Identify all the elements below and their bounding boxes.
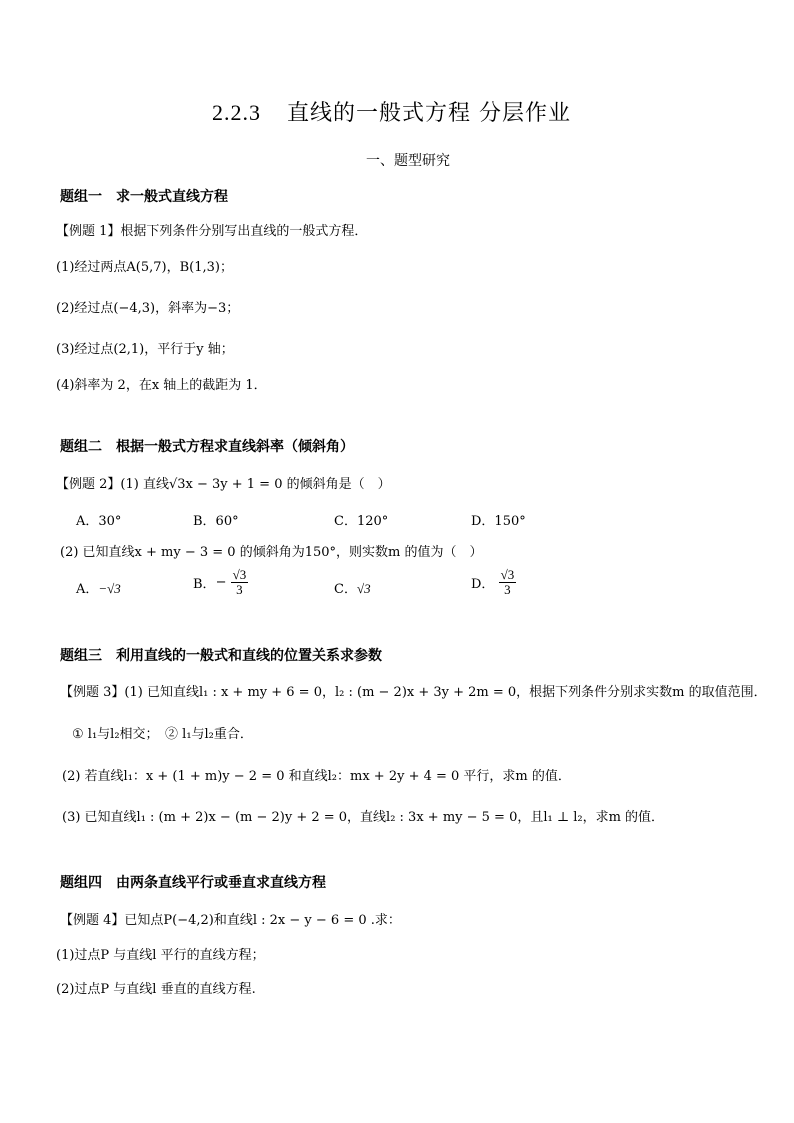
- document-title: [212, 96, 571, 127]
- example1-prompt: 【例题 1】根据下列条件分别写出直线的一般式方程．: [56, 224, 368, 239]
- q2-option-d-label: D．: [471, 577, 495, 592]
- q2-option-b-fraction: [231, 568, 249, 597]
- q2-option-d-fraction: [499, 568, 517, 597]
- q2-option-b-denominator: 3: [236, 582, 243, 597]
- example1-item-4: (4)斜率为 2，在x 轴上的截距为 1．: [56, 378, 267, 393]
- example2-q1: 【例题 2】(1) 直线√3x − 3y + 1 = 0 的倾斜角是（ ）: [56, 477, 391, 492]
- q2-option-c-value: √3: [356, 581, 371, 596]
- q2-option-d-numerator: √3: [500, 567, 515, 582]
- q2-option-b-label: B．: [193, 577, 216, 592]
- example1-item-3: (3)经过点(2,1)，平行于y 轴；: [56, 342, 234, 357]
- example4-item-2: (2)过点P 与直线l 垂直的直线方程.: [56, 982, 256, 997]
- title-number: 2.2.3: [212, 100, 261, 125]
- example3-q2: (2) 若直线l₁：x + (1 + m)y − 2 = 0 和直线l₂：mx + 2y + 4 = 0 平行，求m 的值．: [62, 769, 571, 784]
- q1-option-c: C．120°: [334, 514, 389, 529]
- group1-heading: 题组一 求一般式直线方程: [60, 189, 228, 205]
- example3-q3: (3) 已知直线l₁ : (m + 2)x − (m − 2)y + 2 = 0，直线l₂ : 3x + my − 5 = 0，且l₁ ⊥ l₂，求m 的值．: [62, 810, 665, 825]
- group3-heading: 题组三 利用直线的一般式和直线的位置关系求参数: [60, 648, 382, 664]
- q1-option-d: D．150°: [471, 514, 526, 529]
- q2-option-c-label: C．: [334, 582, 357, 597]
- q2-option-a-label: A．: [76, 582, 99, 597]
- section-title: 一、题型研究: [366, 153, 450, 169]
- q2-option-a-value: −√3: [98, 581, 121, 596]
- title-text: 直线的一般式方程 分层作业: [287, 101, 571, 126]
- q2-option-c: [334, 578, 371, 597]
- example3-q1: 【例题 3】(1) 已知直线l₁ : x + my + 6 = 0，l₂ : (m − 2)x + 3y + 2m = 0，根据下列条件分别求实数m 的取值范围．: [60, 685, 767, 700]
- example4-prompt: 【例题 4】已知点P(−4,2)和直线l : 2x − y − 6 = 0 .求：: [60, 913, 401, 928]
- example2-q2: (2) 已知直线x + my − 3 = 0 的倾斜角为150°，则实数m 的值为（ ）: [60, 545, 483, 560]
- example4-item-1: (1)过点P 与直线l 平行的直线方程；: [56, 948, 265, 963]
- q2-option-b-sign: −: [215, 575, 227, 590]
- q2-option-d: [471, 568, 516, 597]
- q2-option-b: [193, 568, 248, 597]
- group2-heading: 题组二 根据一般式方程求直线斜率（倾斜角）: [60, 439, 354, 455]
- example3-q1-sub: ① l₁与l₂相交； ② l₁与l₂重合．: [72, 727, 253, 742]
- q1-option-a: A．30°: [76, 514, 122, 529]
- example1-item-1: (1)经过两点A(5,7)，B(1,3)；: [56, 260, 233, 275]
- example1-item-2: (2)经过点(−4,3)，斜率为−3；: [56, 301, 240, 316]
- group4-heading: 题组四 由两条直线平行或垂直求直线方程: [60, 875, 326, 891]
- q1-option-b: B．60°: [193, 514, 239, 529]
- q2-option-b-numerator: √3: [232, 567, 247, 582]
- q2-option-a: [76, 578, 121, 597]
- q2-option-d-denominator: 3: [504, 582, 511, 597]
